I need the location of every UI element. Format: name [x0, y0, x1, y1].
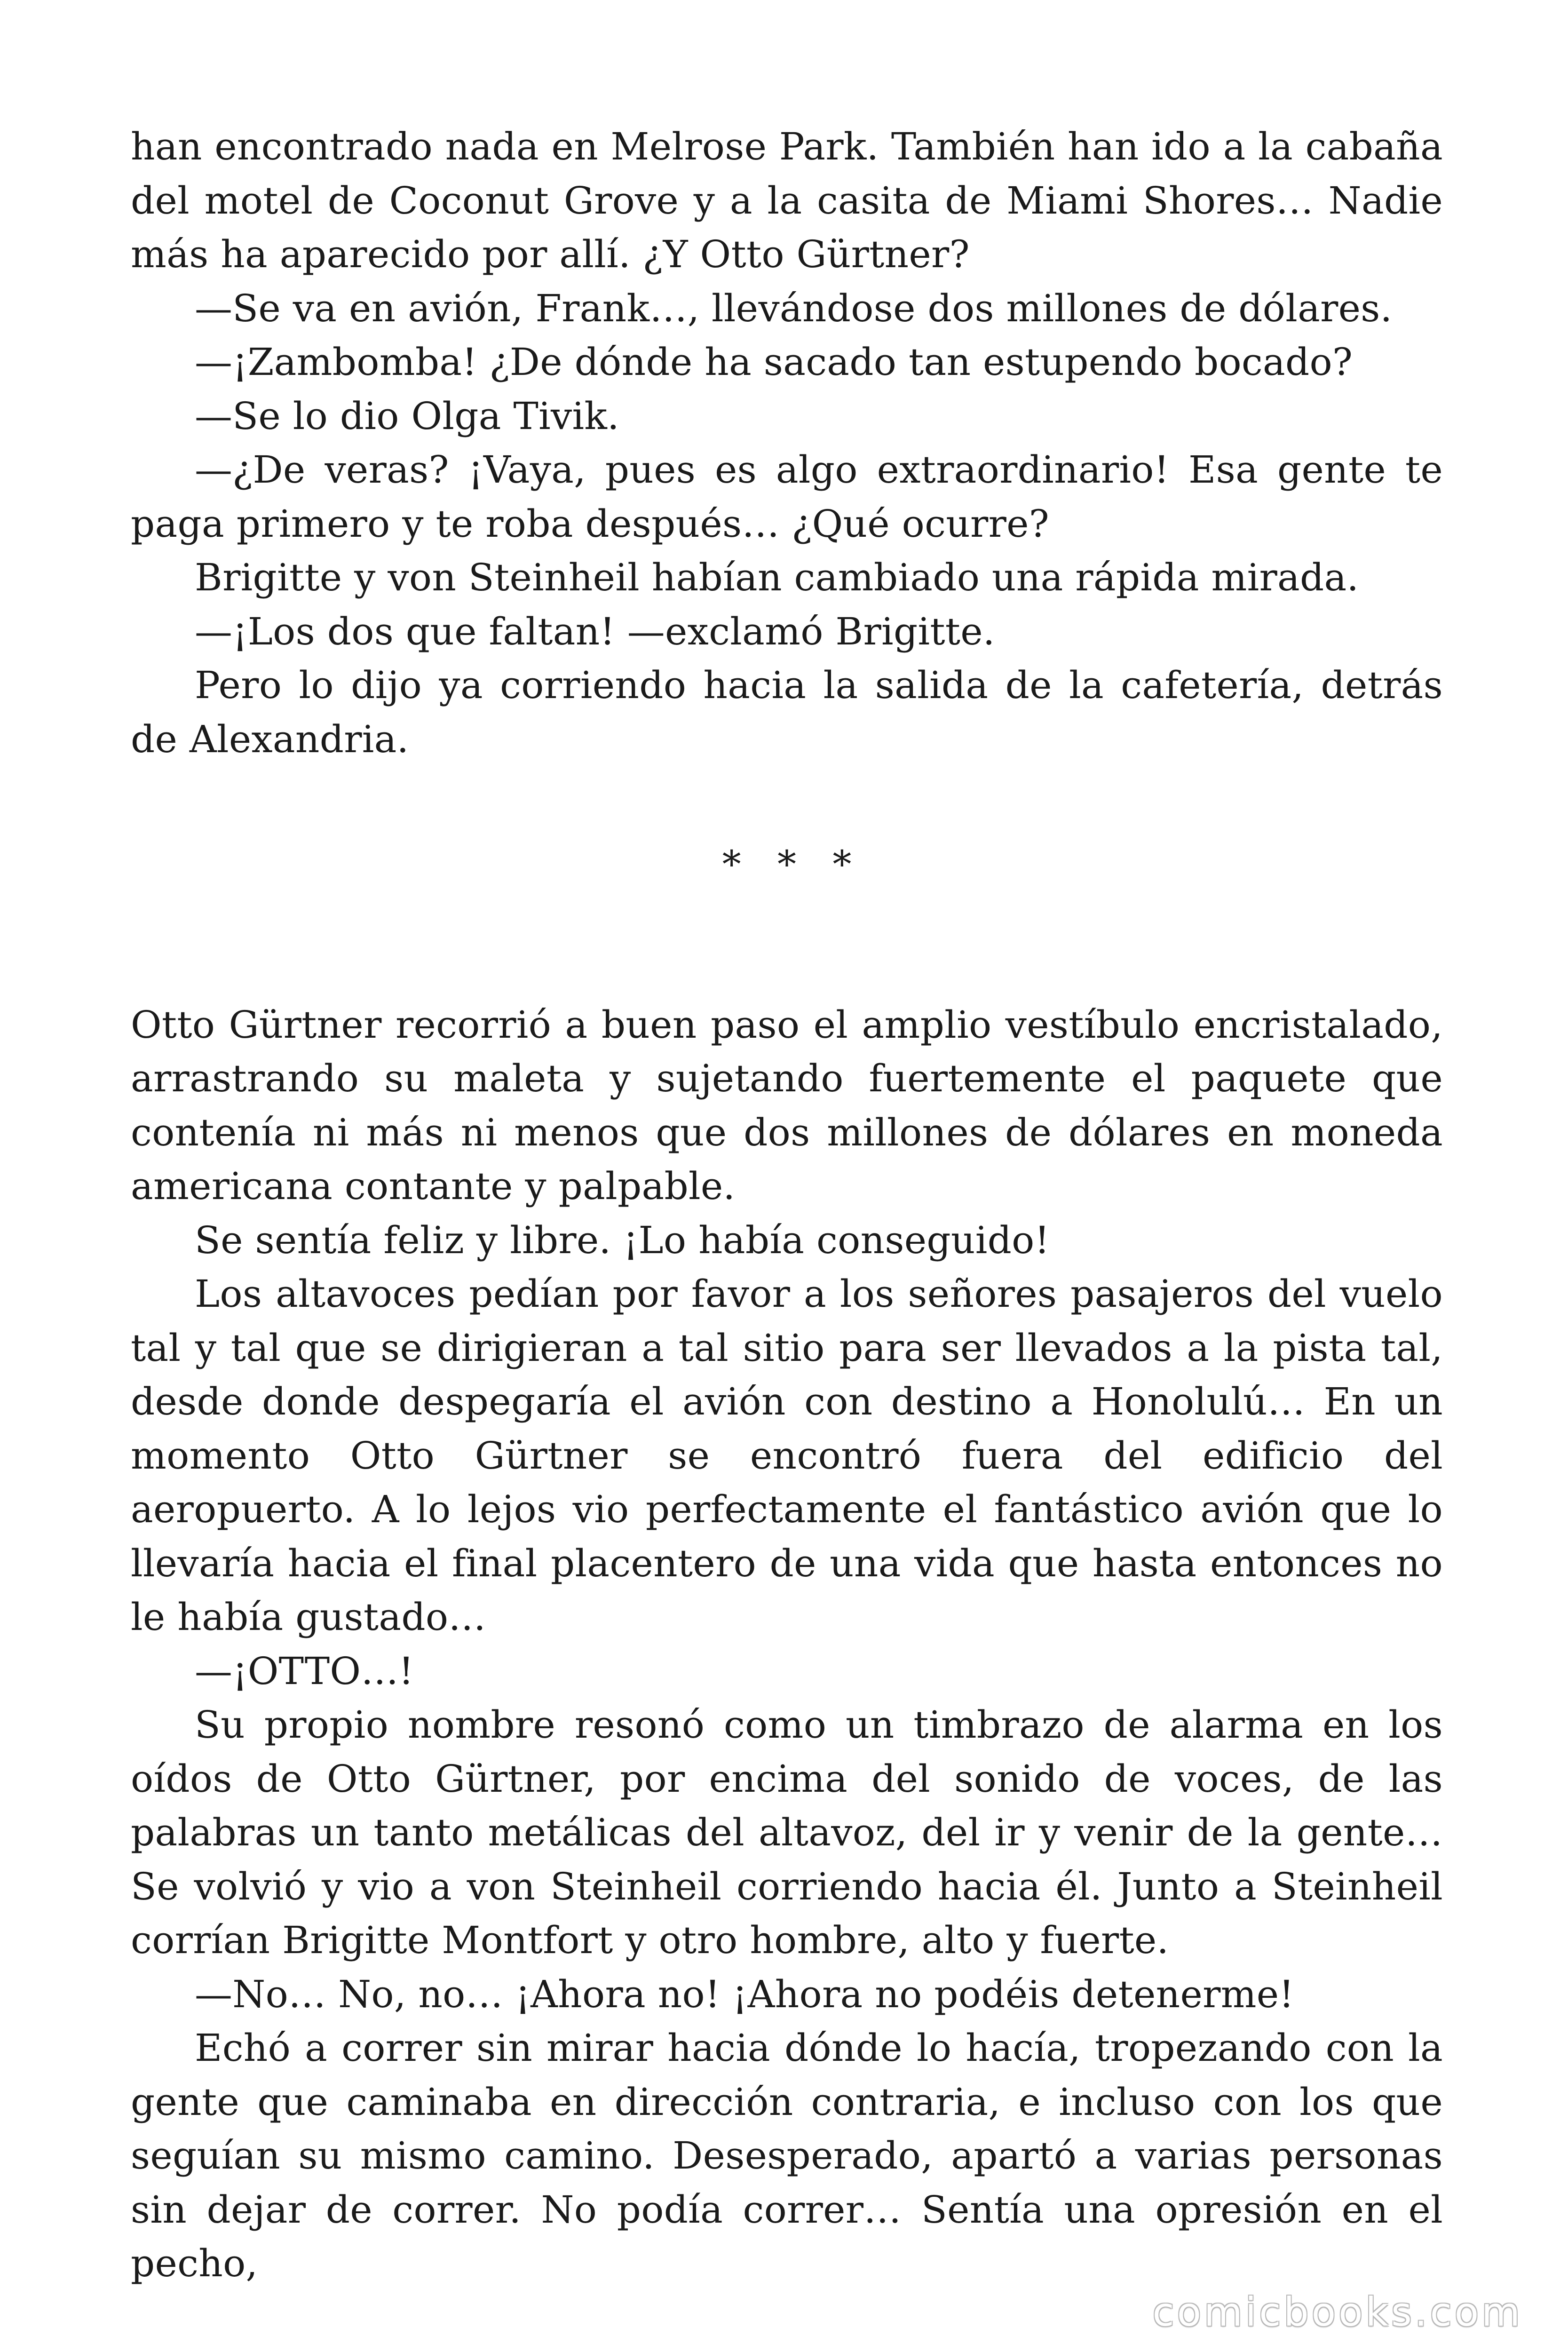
paragraph: Los altavoces pedían por favor a los señores pasajeros del vuelo tal y tal que se dirigieran a tal sitio para ser llevados a la pista tal, desde donde despegaría el avión con destino a Honolulú… En un momento Otto Gürtner se encontró fuera del edificio del aeropuerto. A lo lejos vio perfectamente el fantástico avión que lo llevaría hacia el final placentero de una vida que hasta entonces no le había gustado…	[131, 1272, 1443, 1639]
paragraph: —Se lo dio Olga Tivik.	[195, 394, 619, 438]
paragraph: —No… No, no… ¡Ahora no! ¡Ahora no podéis detenerme!	[195, 1972, 1294, 2016]
section-break: * * *	[722, 842, 864, 886]
paragraph: —¡Los dos que faltan! —exclamó Brigitte.	[195, 609, 995, 653]
paragraph: —¡OTTO…!	[195, 1649, 414, 1693]
text-block-top	[131, 120, 1443, 766]
paragraph: Su propio nombre resonó como un timbrazo de alarma en los oídos de Otto Gürtner, por encima del sonido de voces, de las palabras un tanto metálicas del altavoz, del ir y venir de la gente… Se volvió y vio a von Steinheil corriendo hacia él. Junto a Steinheil corrían Brigitte Montfort y otro hombre, alto y fuerte.	[131, 1703, 1443, 1962]
paragraph: —¡Zambomba! ¿De dónde ha sacado tan estupendo bocado?	[195, 340, 1353, 384]
paragraph: Se sentía feliz y libre. ¡Lo había conseguido!	[195, 1218, 1050, 1262]
paragraph: Brigitte y von Steinheil habían cambiado una rápida mirada.	[195, 556, 1359, 599]
watermark: comicbooks.com	[1152, 2289, 1523, 2335]
paragraph: Echó a correr sin mirar hacia dónde lo hacía, tropezando con la gente que caminaba en dirección contraria, e incluso con los que seguían su mismo camino. Desesperado, apartó a varias personas sin dejar de correr. No podía correr… Sentía una opresión en el pecho,	[131, 2026, 1443, 2285]
paragraph: han encontrado nada en Melrose Park. También han ido a la cabaña del motel de Coconut Grove y a la casita de Miami Shores… Nadie más ha aparecido por allí. ¿Y Otto Gürtner?	[131, 125, 1443, 276]
paragraph: Otto Gürtner recorrió a buen paso el amplio vestíbulo encristalado, arrastrando su maleta y sujetando fuertemente el paquete que contenía ni más ni menos que dos millones de dólares en moneda americana contante y palpable.	[131, 1002, 1443, 1208]
text-block-bottom	[131, 998, 1443, 2291]
paragraph: —Se va en avión, Frank…, llevándose dos millones de dólares.	[195, 286, 1393, 330]
paragraph: Pero lo dijo ya corriendo hacia la salida de la cafetería, detrás de Alexandria.	[131, 663, 1443, 761]
paragraph: —¿De veras? ¡Vaya, pues es algo extraordinario! Esa gente te paga primero y te roba después… ¿Qué ocurre?	[131, 448, 1443, 546]
book-page-text	[131, 120, 1443, 2291]
